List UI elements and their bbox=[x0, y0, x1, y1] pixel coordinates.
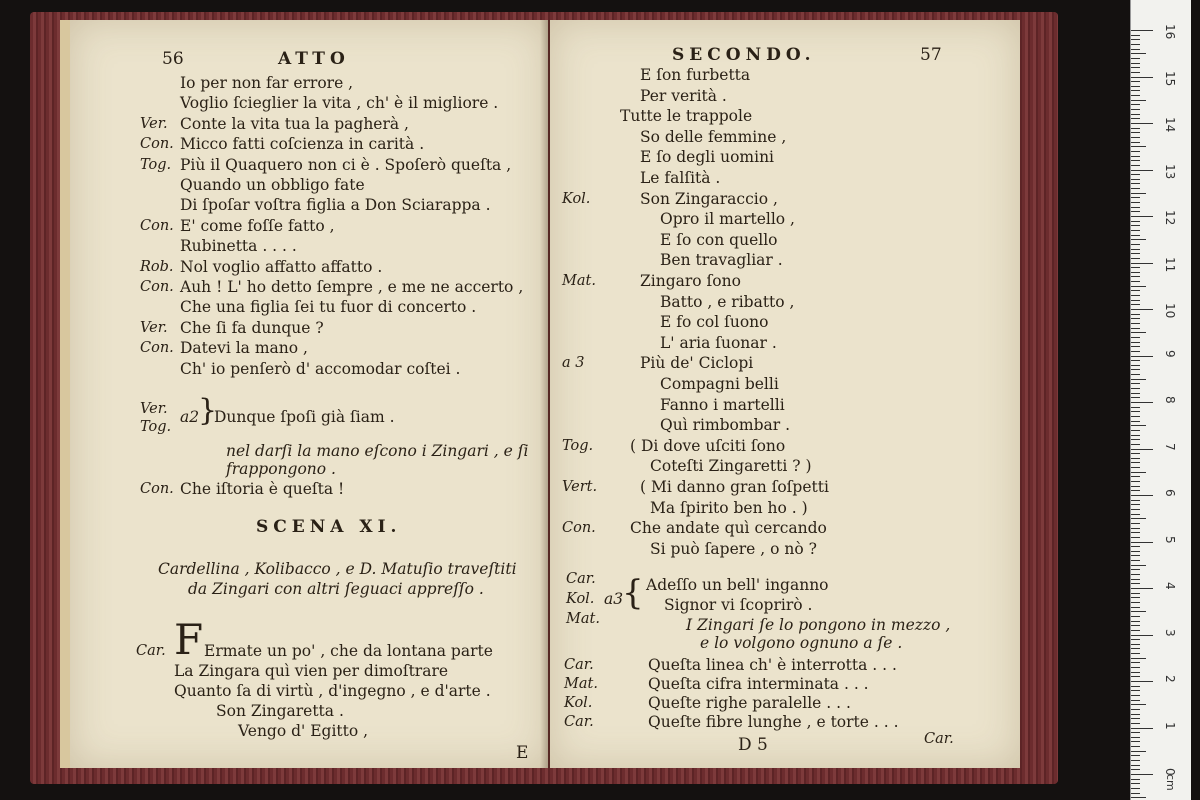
ruler-tick bbox=[1131, 453, 1140, 454]
ruler-tick bbox=[1131, 402, 1153, 403]
ruler-tick bbox=[1131, 495, 1153, 496]
ruler-tick bbox=[1131, 77, 1153, 78]
signature-mark: D 5 bbox=[738, 735, 768, 755]
ruler-tick bbox=[1131, 481, 1140, 482]
ruler-tick bbox=[1131, 351, 1140, 352]
ruler-tick bbox=[1131, 695, 1140, 696]
stage-direction: nel darſi la mano eſcono i Zingari , e ſi bbox=[226, 442, 529, 460]
dialogue-line: Queſte fibre lunghe , e torte . . . bbox=[648, 713, 899, 731]
ruler-tick bbox=[1131, 500, 1140, 501]
speaker-label: Car. bbox=[564, 714, 594, 730]
ruler-tick bbox=[1131, 225, 1140, 226]
ruler-tick bbox=[1131, 681, 1153, 682]
ruler-tick bbox=[1131, 676, 1140, 677]
dialogue-line: ( Di dove uſciti ſono bbox=[630, 437, 786, 455]
ruler-tick bbox=[1131, 374, 1140, 375]
ruler-unit: cm bbox=[1164, 774, 1177, 791]
ruler-tick bbox=[1131, 221, 1140, 222]
ruler-tick bbox=[1131, 165, 1140, 166]
dialogue-line: E ſon furbetta bbox=[640, 66, 751, 84]
ruler-tick bbox=[1131, 700, 1140, 701]
ruler-tick bbox=[1131, 44, 1140, 45]
ruler-number: 0 bbox=[1163, 768, 1177, 776]
ruler-number: 8 bbox=[1163, 396, 1177, 404]
dialogue-line: Rubinetta . . . . bbox=[180, 237, 297, 255]
ruler-tick bbox=[1131, 211, 1140, 212]
ruler-tick bbox=[1131, 286, 1146, 287]
dialogue-line: Quanto ſa di virtù , d'ingegno , e d'arte . bbox=[174, 682, 491, 700]
ruler-tick bbox=[1131, 197, 1140, 198]
ruler-tick bbox=[1131, 435, 1140, 436]
ruler-tick bbox=[1131, 532, 1140, 533]
dialogue-line: Io per non far errore , bbox=[180, 74, 354, 92]
scene-cast: Cardellina , Kolibacco , e D. Matuſio traveſtiti bbox=[158, 560, 517, 578]
speaker-label: Car. bbox=[564, 657, 594, 673]
ruler-tick bbox=[1131, 449, 1153, 450]
ruler-tick bbox=[1131, 123, 1153, 124]
ruler-tick bbox=[1131, 300, 1140, 301]
dialogue-line: Ermate un po' , che da lontana parte bbox=[204, 642, 493, 660]
ruler-tick bbox=[1131, 332, 1146, 333]
ruler-number: 9 bbox=[1163, 349, 1177, 358]
drop-cap: F bbox=[174, 615, 204, 664]
ruler-tick bbox=[1131, 393, 1140, 394]
ruler-tick bbox=[1131, 314, 1140, 315]
dialogue-line: Voglio ſcieglier la vita , ch' è il migliore . bbox=[180, 94, 499, 112]
dialogue-line: Zingaro ſono bbox=[640, 272, 741, 290]
ruler-tick bbox=[1131, 779, 1140, 780]
ruler-tick bbox=[1131, 723, 1140, 724]
ruler-tick bbox=[1131, 309, 1153, 310]
ruler-tick bbox=[1131, 755, 1140, 756]
ruler-tick bbox=[1131, 774, 1153, 775]
ruler-tick bbox=[1131, 239, 1146, 240]
ruler-tick bbox=[1131, 104, 1140, 105]
ruler-number: 5 bbox=[1163, 535, 1177, 544]
ruler-tick bbox=[1131, 509, 1140, 510]
dialogue-line: Batto , e ribatto , bbox=[660, 293, 795, 311]
ruler-number: 15 bbox=[1163, 70, 1177, 86]
ruler-tick bbox=[1131, 383, 1140, 384]
dialogue-line: Più de' Ciclopi bbox=[640, 354, 754, 372]
stage-direction: frappongono . bbox=[226, 460, 336, 478]
ruler-tick bbox=[1131, 602, 1140, 603]
speaker-label: Mat. bbox=[562, 273, 596, 289]
speaker-label: Vert. bbox=[562, 479, 598, 495]
ruler-tick bbox=[1131, 490, 1140, 491]
ruler-tick bbox=[1131, 611, 1146, 612]
ruler-tick bbox=[1131, 290, 1140, 291]
ruler-tick bbox=[1131, 588, 1153, 589]
ruler-tick bbox=[1131, 537, 1140, 538]
ruler-tick bbox=[1131, 486, 1140, 487]
ruler-number: 1 bbox=[1163, 721, 1177, 730]
scene-cast: da Zingari con altri ſeguaci appreſſo . bbox=[188, 580, 484, 598]
ruler-tick bbox=[1131, 35, 1140, 36]
speaker-label: Rob. bbox=[140, 259, 174, 275]
speaker-label: Con. bbox=[140, 340, 174, 356]
ruler-number: 14 bbox=[1163, 117, 1177, 133]
ruler-tick bbox=[1131, 551, 1140, 552]
ruler-tick bbox=[1131, 179, 1140, 180]
ruler-tick bbox=[1131, 49, 1140, 50]
ruler-tick bbox=[1131, 709, 1140, 710]
ruler-tick bbox=[1131, 616, 1140, 617]
speaker-label: Car. bbox=[566, 571, 596, 587]
dialogue-line: Si può ſapere , o nò ? bbox=[650, 540, 817, 558]
ruler-tick bbox=[1131, 356, 1153, 357]
ruler-tick bbox=[1131, 146, 1146, 147]
ruler-tick bbox=[1131, 230, 1140, 231]
dialogue-line: Tutte le trappole bbox=[620, 107, 753, 125]
ruler-tick bbox=[1131, 95, 1140, 96]
dialogue-line: ( Mi danno gran ſoſpetti bbox=[640, 478, 829, 496]
ruler-tick bbox=[1131, 160, 1140, 161]
dialogue-line: Quì rimbombar . bbox=[660, 416, 791, 434]
speaker-label: Con. bbox=[562, 520, 596, 536]
ruler-tick bbox=[1131, 476, 1140, 477]
ruler-tick bbox=[1131, 67, 1140, 68]
ruler-tick bbox=[1131, 156, 1140, 157]
ruler-tick bbox=[1131, 183, 1140, 184]
ruler-tick bbox=[1131, 769, 1140, 770]
ruler-tick bbox=[1131, 379, 1146, 380]
dialogue-line: Coteſti Zingaretti ? ) bbox=[650, 457, 812, 475]
dialogue-line: Queſta cifra interminata . . . bbox=[648, 675, 869, 693]
ruler-tick bbox=[1131, 430, 1140, 431]
ruler-tick bbox=[1131, 193, 1146, 194]
ruler-tick bbox=[1131, 741, 1140, 742]
ruler-tick bbox=[1131, 528, 1140, 529]
dialogue-line: Queſte righe paralelle . . . bbox=[648, 694, 851, 712]
ruler-tick bbox=[1131, 216, 1153, 217]
dialogue-line: Ben travagliar . bbox=[660, 251, 783, 269]
ruler-tick bbox=[1131, 644, 1140, 645]
dialogue-line: Che ſi fa dunque ? bbox=[180, 319, 324, 337]
ruler-tick bbox=[1131, 132, 1140, 133]
ruler-tick bbox=[1131, 421, 1140, 422]
ruler-tick bbox=[1131, 142, 1140, 143]
dialogue-line: Auh ! L' ho detto ſempre , e me ne accerto , bbox=[180, 278, 524, 296]
dialogue-line: Che andate quì cercando bbox=[630, 519, 827, 537]
speaker-label: Ver. bbox=[140, 401, 168, 417]
ruler-tick bbox=[1131, 797, 1146, 798]
ruler-tick bbox=[1131, 416, 1140, 417]
ruler-tick bbox=[1131, 732, 1140, 733]
dialogue-line: Fanno i martelli bbox=[660, 396, 785, 414]
ruler-tick bbox=[1131, 202, 1140, 203]
ruler-tick bbox=[1131, 662, 1140, 663]
ruler-number: 4 bbox=[1163, 582, 1177, 590]
ruler-tick bbox=[1131, 737, 1140, 738]
ruler-tick bbox=[1131, 648, 1140, 649]
ruler-tick bbox=[1131, 458, 1140, 459]
ruler-tick bbox=[1131, 658, 1146, 659]
dialogue-line: Nol voglio affatto affatto . bbox=[180, 258, 383, 276]
ruler-tick bbox=[1131, 276, 1140, 277]
ruler-tick bbox=[1131, 318, 1140, 319]
ruler-tick bbox=[1131, 207, 1140, 208]
ruler-tick bbox=[1131, 462, 1140, 463]
page-number: 57 bbox=[920, 45, 942, 65]
ruler-tick bbox=[1131, 100, 1146, 101]
page-number: 56 bbox=[162, 49, 184, 69]
speaker-label: Ver. bbox=[140, 116, 168, 132]
ruler-tick bbox=[1131, 728, 1153, 729]
ruler-tick bbox=[1131, 690, 1140, 691]
dialogue-line: Le falſità . bbox=[640, 169, 721, 187]
ruler-number: 7 bbox=[1163, 442, 1177, 451]
speaker-label: Mat. bbox=[566, 611, 600, 627]
ruler-tick bbox=[1131, 635, 1153, 636]
ruler-tick bbox=[1131, 235, 1140, 236]
ruler-tick bbox=[1131, 672, 1140, 673]
ruler-tick bbox=[1131, 504, 1140, 505]
running-head: SECONDO. bbox=[672, 45, 816, 65]
ruler-tick bbox=[1131, 360, 1140, 361]
speaker-label: Con. bbox=[140, 218, 174, 234]
dialogue-line: E fo col ſuono bbox=[660, 313, 769, 331]
ruler-tick bbox=[1131, 751, 1146, 752]
ruler-tick bbox=[1131, 337, 1140, 338]
ruler-tick bbox=[1131, 170, 1153, 171]
ruler-tick bbox=[1131, 579, 1140, 580]
ruler-tick bbox=[1131, 90, 1140, 91]
ruler-number: 6 bbox=[1163, 489, 1177, 497]
dialogue-line: Conte la vita tua la pagherà , bbox=[180, 115, 409, 133]
ruler-tick bbox=[1131, 546, 1140, 547]
dialogue-line: Vengo d' Egitto , bbox=[238, 722, 369, 740]
speaker-label: Kol. bbox=[566, 591, 595, 607]
ruler-tick bbox=[1131, 272, 1140, 273]
ruler-tick bbox=[1131, 574, 1140, 575]
dialogue-line: Son Zingaretta . bbox=[216, 702, 344, 720]
ruler-tick bbox=[1131, 523, 1140, 524]
ruler-tick bbox=[1131, 328, 1140, 329]
ruler-tick bbox=[1131, 346, 1140, 347]
ensemble-marker: a2 bbox=[180, 408, 200, 426]
ruler-tick bbox=[1131, 714, 1140, 715]
ruler-tick bbox=[1131, 388, 1140, 389]
ruler-tick bbox=[1131, 63, 1140, 64]
dialogue-line: Che una figlia ſei tu fuor di concerto . bbox=[180, 298, 477, 316]
speaker-label: Con. bbox=[140, 136, 174, 152]
ruler-tick bbox=[1131, 444, 1140, 445]
speaker-label: a 3 bbox=[562, 355, 585, 371]
ruler-tick bbox=[1131, 81, 1140, 82]
dialogue-line: Ma ſpirito ben ho . ) bbox=[650, 499, 808, 517]
dialogue-line: L' aria ſuonar . bbox=[660, 334, 777, 352]
stage-direction: e lo volgono ognuno a ſe . bbox=[700, 634, 903, 652]
speaker-label: Tog. bbox=[140, 419, 172, 435]
ruler-tick bbox=[1131, 667, 1140, 668]
ruler-tick bbox=[1131, 542, 1153, 543]
dialogue-line: Queſta linea ch' è interrotta . . . bbox=[648, 656, 897, 674]
dialogue-line: Opro il martello , bbox=[660, 210, 795, 228]
catchword: Car. bbox=[924, 731, 954, 747]
ruler-tick bbox=[1131, 253, 1140, 254]
ruler-tick bbox=[1131, 518, 1146, 519]
ruler-tick bbox=[1131, 607, 1140, 608]
ruler-tick bbox=[1131, 109, 1140, 110]
ensemble-marker: a3 bbox=[604, 590, 624, 608]
ruler-tick bbox=[1131, 653, 1140, 654]
dialogue-line: Compagni belli bbox=[660, 375, 779, 393]
ruler-tick bbox=[1131, 304, 1140, 305]
dialogue-line: La Zingara quì vien per dimoſtrare bbox=[174, 662, 449, 680]
ruler-tick bbox=[1131, 467, 1140, 468]
speaker-label: Mat. bbox=[564, 676, 598, 692]
speaker-label: Ver. bbox=[140, 320, 168, 336]
dialogue-line: Signor vi ſcoprirò . bbox=[664, 596, 813, 614]
dialogue-line: E ſo con quello bbox=[660, 231, 778, 249]
ruler-tick bbox=[1131, 425, 1146, 426]
ruler-tick bbox=[1131, 793, 1140, 794]
dialogue-line: E' come foſſe fatto , bbox=[180, 217, 335, 235]
dialogue-line: Ch' io penſerò d' accomodar coſtei . bbox=[180, 360, 461, 378]
ruler-tick bbox=[1131, 39, 1140, 40]
ruler-tick bbox=[1131, 151, 1140, 152]
running-head: ATTO bbox=[278, 49, 350, 69]
ruler-tick bbox=[1131, 593, 1140, 594]
ruler-tick bbox=[1131, 295, 1140, 296]
ruler-tick bbox=[1131, 369, 1140, 370]
ruler-tick bbox=[1131, 565, 1146, 566]
ruler-tick bbox=[1131, 323, 1140, 324]
ruler-number: 16 bbox=[1163, 24, 1177, 40]
ruler-tick bbox=[1131, 597, 1140, 598]
ruler-tick bbox=[1131, 137, 1140, 138]
signature-mark: E bbox=[516, 743, 529, 763]
dialogue-line: Datevi la mano , bbox=[180, 339, 308, 357]
ruler-tick bbox=[1131, 686, 1140, 687]
ruler-tick bbox=[1131, 746, 1140, 747]
ruler-tick bbox=[1131, 263, 1153, 264]
ruler-tick bbox=[1131, 630, 1140, 631]
ruler-number: 12 bbox=[1163, 210, 1177, 226]
left-page bbox=[60, 20, 548, 768]
ruler-number: 13 bbox=[1163, 163, 1177, 179]
dialogue-line: Di ſpoſar voſtra figlia a Don Sciarappa . bbox=[180, 196, 491, 214]
ruler-tick bbox=[1131, 188, 1140, 189]
ruler-tick bbox=[1131, 267, 1140, 268]
ruler-tick bbox=[1131, 765, 1140, 766]
ruler-tick bbox=[1131, 128, 1140, 129]
dialogue-line: Per verità . bbox=[640, 87, 727, 105]
ruler-tick bbox=[1131, 258, 1140, 259]
scene-heading: SCENA XI. bbox=[256, 517, 402, 537]
brace: } bbox=[198, 393, 218, 428]
ruler-tick bbox=[1131, 472, 1146, 473]
ruler-tick bbox=[1131, 639, 1140, 640]
ruler-tick bbox=[1131, 583, 1140, 584]
dialogue-line: Adeſſo un bell' inganno bbox=[646, 576, 829, 594]
ruler-tick bbox=[1131, 788, 1140, 789]
ruler-tick bbox=[1131, 114, 1140, 115]
dialogue-line: Son Zingaraccio , bbox=[640, 190, 778, 208]
speaker-label: Con. bbox=[140, 481, 174, 497]
dialogue-line: So delle femmine , bbox=[640, 128, 787, 146]
ruler-tick bbox=[1131, 439, 1140, 440]
ruler-tick bbox=[1131, 30, 1153, 31]
dialogue-line: Micco fatti coſcienza in carità . bbox=[180, 135, 425, 153]
speaker-label: Tog. bbox=[562, 438, 594, 454]
ruler-tick bbox=[1131, 514, 1140, 515]
ruler-tick bbox=[1131, 411, 1140, 412]
dialogue-line: Più il Quaquero non ci è . Spoſerò queſta , bbox=[180, 156, 512, 174]
dialogue-line: Che iſtoria è queſta ! bbox=[180, 480, 345, 498]
ruler-tick bbox=[1131, 86, 1140, 87]
speaker-label: Tog. bbox=[140, 157, 172, 173]
ruler-tick bbox=[1131, 174, 1140, 175]
ruler-tick bbox=[1131, 625, 1140, 626]
ruler-tick bbox=[1131, 397, 1140, 398]
dialogue-line: Quando un obbligo fate bbox=[180, 176, 365, 194]
ruler-tick bbox=[1131, 58, 1140, 59]
ruler-tick bbox=[1131, 718, 1140, 719]
ruler-number: 11 bbox=[1163, 256, 1177, 272]
ruler-tick bbox=[1131, 249, 1140, 250]
speaker-label: Kol. bbox=[562, 191, 591, 207]
ruler-tick bbox=[1131, 53, 1146, 54]
brace: { bbox=[622, 573, 644, 613]
ruler-tick bbox=[1131, 365, 1140, 366]
dialogue-line: E ſo degli uomini bbox=[640, 148, 775, 166]
ruler-tick bbox=[1131, 560, 1140, 561]
ruler-number: 10 bbox=[1163, 303, 1177, 319]
right-page bbox=[550, 20, 1020, 768]
ruler-tick bbox=[1131, 760, 1140, 761]
ruler-tick bbox=[1131, 569, 1140, 570]
ruler-tick bbox=[1131, 342, 1140, 343]
ruler-tick bbox=[1131, 281, 1140, 282]
ruler-number: 2 bbox=[1163, 675, 1177, 683]
ruler-tick bbox=[1131, 407, 1140, 408]
ruler-tick bbox=[1131, 72, 1140, 73]
speaker-label: Car. bbox=[136, 643, 166, 659]
stage-direction: I Zingari ſe lo pongono in mezzo , bbox=[686, 616, 951, 634]
ruler-tick bbox=[1131, 555, 1140, 556]
ruler-tick bbox=[1131, 118, 1140, 119]
measurement-ruler bbox=[1130, 0, 1191, 800]
ruler-tick bbox=[1131, 704, 1146, 705]
dialogue-line: Dunque ſpoſi già ſiam . bbox=[214, 408, 395, 426]
ruler-number: 3 bbox=[1163, 628, 1177, 637]
speaker-label: Con. bbox=[140, 279, 174, 295]
speaker-label: Kol. bbox=[564, 695, 593, 711]
ruler-tick bbox=[1131, 783, 1140, 784]
ruler-tick bbox=[1131, 244, 1140, 245]
ruler-tick bbox=[1131, 621, 1140, 622]
